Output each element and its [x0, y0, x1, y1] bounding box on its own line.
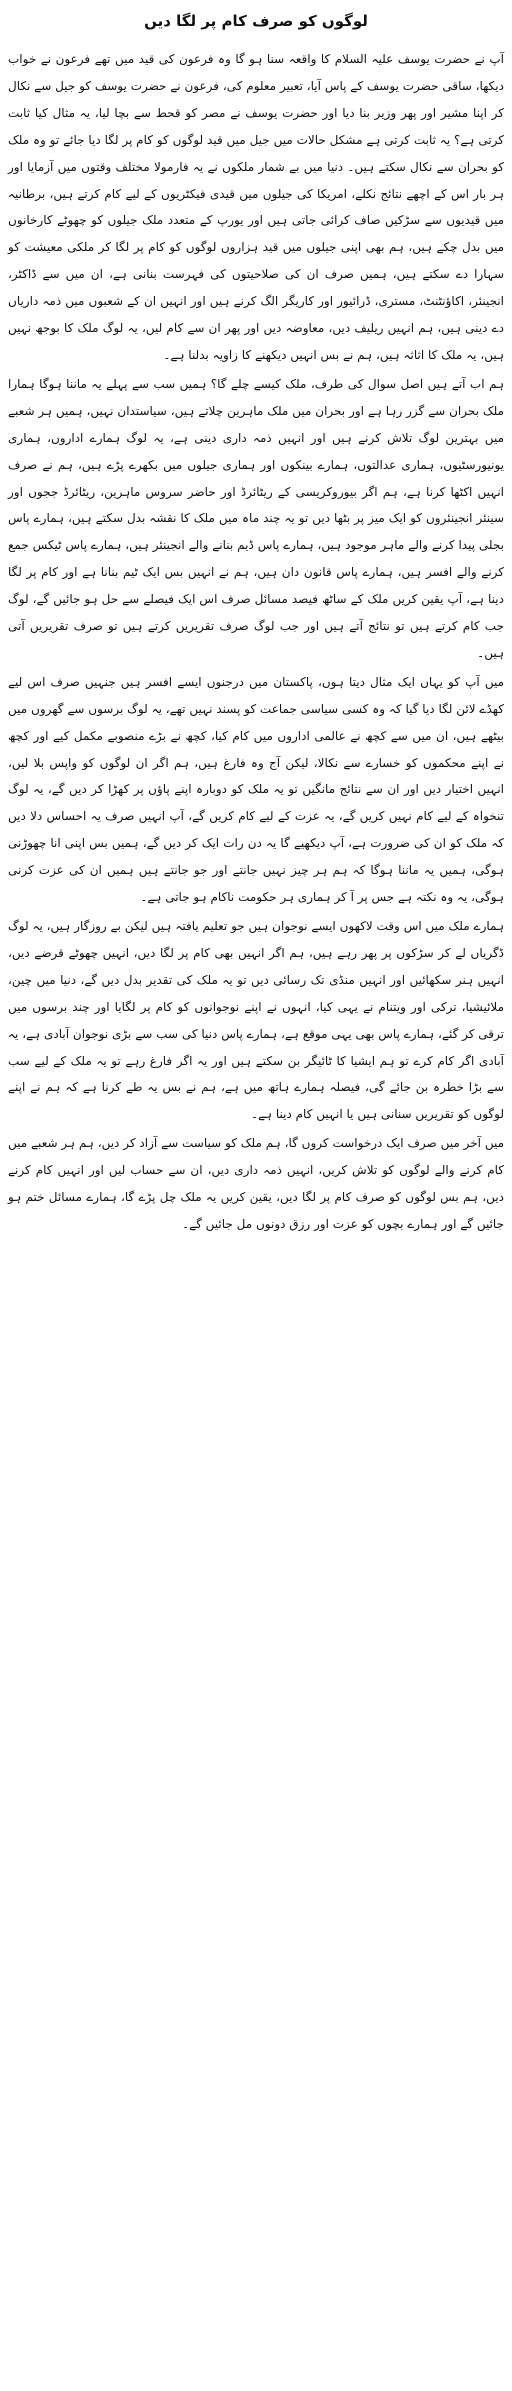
- paragraph-5: میں آخر میں صرف ایک درخواست کروں گا، ہم ملک کو سیاست سے آزاد کر دیں، ہم ہر شعبے میں کام کرنے والے لوگوں کو تلاش کریں، انہیں ذمہ داری دیں، ان سے حساب لیں اور انہیں کام کرنے دیں، ہم بس لوگوں کو صرف کام پر لگا دیں، یقین کریں یہ ملک چل پڑے گا، ہمارے مسائل ختم ہو جائیں گے اور ہمارے بچوں کو عزت اور رزق دونوں مل جائیں گے۔: [8, 1136, 504, 1231]
- paragraph-1: آپ نے حضرت یوسف علیہ السلام کا واقعہ سنا ہو گا وہ فرعون کی قید میں تھے فرعون نے خواب دیکھا، ساقی حضرت یوسف کے پاس آیا، تعبیر معلوم کی، فرعون نے حضرت یوسف کو جیل سے نکال کر اپنا مشیر اور پھر وزیر بنا دیا اور حضرت یوسف نے مصر کو قحط سے بچا لیا، یہ مثال کیا ثابت کرتی ہے؟ یہ ثابت کرتی ہے مشکل حالات میں جیل میں قید لوگوں کو کام پر لگا دیا جائے تو وہ ملک کو بحران سے نکال سکتے ہیں۔ دنیا میں بے شمار ملکوں نے یہ فارمولا مختلف وقتوں میں آزمایا اور ہر بار اس کے اچھے نتائج نکلے، امریکا کی جیلوں میں قیدی فیکٹریوں کے لیے کام کرتے ہیں، برطانیہ میں قیدیوں سے سڑکیں صاف کرائی جاتی ہیں اور یورپ کے متعدد ملک جیلوں کو چھوٹے کارخانوں میں بدل چکے ہیں، ہم بھی اپنی جیلوں میں قید ہزاروں لوگوں کو کام پر لگا کر ملکی معیشت کو سہارا دے سکتے ہیں، ہمیں صرف ان کی صلاحیتوں کی فہرست بنانی ہے، ان میں سے ڈاکٹر، انجینئر، اکاؤنٹنٹ، مستری، ڈرائیور اور کاریگر الگ کرنے ہیں اور انہیں ان کے شعبوں میں ذمہ داریاں دے دینی ہیں، ہم انہیں ریلیف دیں، معاوضہ دیں اور پھر ان سے کام لیں، یہ لوگ ملک کا بوجھ نہیں ہیں، یہ ملک کا اثاثہ ہیں، ہم نے بس انہیں دیکھنے کا زاویہ بدلنا ہے۔: [8, 52, 504, 362]
- paragraph-3: میں آپ کو یہاں ایک مثال دیتا ہوں، پاکستان میں درجنوں ایسے افسر ہیں جنہیں صرف اس لیے کھڈے لائن لگا دیا گیا کہ وہ کسی سیاسی جماعت کو پسند نہیں تھے، یہ لوگ برسوں سے گھروں میں بیٹھے ہیں، ان میں سے کچھ نے عالمی اداروں میں کام کیا، کچھ نے بڑے منصوبے مکمل کیے اور کچھ نے اپنے محکموں کو خسارے سے نکالا، لیکن آج وہ فارغ ہیں، ہم اگر ان لوگوں کو واپس بلا لیں، انہیں اختیار دیں اور ان سے نتائج مانگیں تو یہ ملک کو دوبارہ اپنے پاؤں پر کھڑا کر دیں گے، یہ لوگ تنخواہ کے لیے کام نہیں کریں گے، یہ عزت کے لیے کام کریں گے، آپ انہیں صرف یہ احساس دلا دیں کہ ملک کو ان کی ضرورت ہے، آپ دیکھیے گا یہ دن رات ایک کر دیں گے، ہمیں بس اپنی انا چھوڑنی ہوگی، ہمیں یہ ماننا ہوگا کہ ہم ہر چیز نہیں جانتے اور جو جانتے ہیں ہمیں ان کی عزت کرنی ہوگی، یہ وہ نکتہ ہے جس پر آ کر ہماری ہر حکومت ناکام ہو جاتی ہے۔: [8, 674, 504, 905]
- paragraph-2: ہم اب آتے ہیں اصل سوال کی طرف، ملک کیسے چلے گا؟ ہمیں سب سے پہلے یہ ماننا ہوگا ہمارا ملک بحران سے گزر رہا ہے اور بحران میں ملک ماہرین چلاتے ہیں، سیاستدان نہیں، ہمیں ہر شعبے میں بہترین لوگ تلاش کرنے ہیں اور انہیں ذمہ داری دینی ہے، یہ لوگ ہمارے اداروں، ہماری یونیورسٹیوں، ہماری عدالتوں، ہمارے بینکوں اور ہماری جیلوں میں بکھرے پڑے ہیں، ہم نے صرف انہیں اکٹھا کرنا ہے، ہم اگر بیوروکریسی کے ریٹائرڈ اور حاضر سروس ماہرین، ریٹائرڈ ججوں اور سینئر انجینئروں کو ایک میز پر بٹھا دیں تو یہ چند ماہ میں ملک کا نقشہ بدل سکتے ہیں، ہمارے پاس بجلی پیدا کرنے والے ماہر موجود ہیں، ہمارے پاس ڈیم بنانے والے انجینئر ہیں، ہمارے پاس ٹیکس جمع کرنے والے افسر ہیں، ہمارے پاس قانون دان ہیں، ہم نے انہیں بس ایک ٹیم بنانا ہے اور کام پر لگا دینا ہے، آپ یقین کریں ملک کے ساٹھ فیصد مسائل صرف اس ایک فیصلے سے حل ہو جائیں گے، لوگ جب کام کرتے ہیں تو نتائج آتے ہیں اور جب لوگ صرف تقریریں کرتے ہیں تو صرف تقریریں آتی ہیں۔: [8, 376, 504, 660]
- paragraph-4: ہمارے ملک میں اس وقت لاکھوں ایسے نوجوان ہیں جو تعلیم یافتہ ہیں لیکن بے روزگار ہیں، یہ لوگ ڈگریاں لے کر سڑکوں پر پھر رہے ہیں، ہم اگر انہیں بھی کام پر لگا دیں، انہیں چھوٹے قرضے دیں، انہیں ہنر سکھائیں اور انہیں منڈی تک رسائی دیں تو یہ ملک کی تقدیر بدل دیں گے، دنیا میں چین، ملائیشیا، ترکی اور ویتنام نے یہی کیا، انہوں نے اپنے نوجوانوں کو کام پر لگایا اور چند برسوں میں ترقی کر گئے، ہمارے پاس بھی یہی موقع ہے، ہمارے پاس دنیا کی سب سے بڑی نوجوان آبادی ہے، یہ آبادی اگر کام کرے تو ہم ایشیا کا ٹائیگر بن سکتے ہیں اور یہ اگر فارغ رہے تو یہ ملک کے لیے سب سے بڑا خطرہ بن جائے گی، فیصلہ ہمارے ہاتھ میں ہے، ہم نے بس یہ طے کرنا ہے کہ ہم نے اپنے لوگوں کو تقریریں سنانی ہیں یا انہیں کام دینا ہے۔: [8, 919, 504, 1122]
- article-title: لوگوں کو صرف کام پر لگا دیں: [144, 12, 368, 30]
- article-body: [8, 46, 504, 1238]
